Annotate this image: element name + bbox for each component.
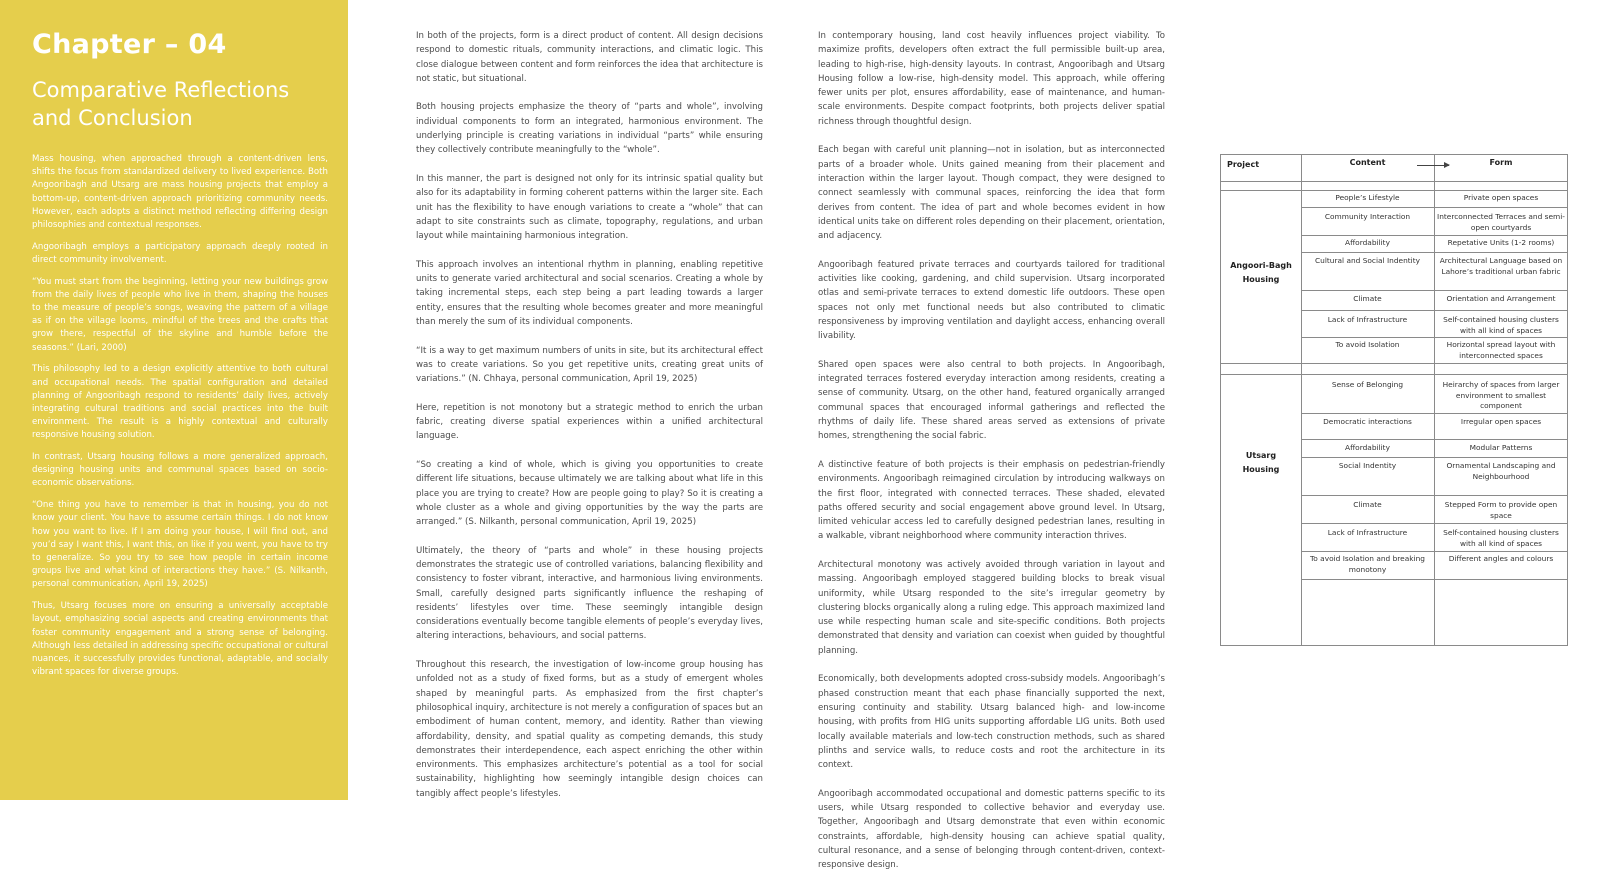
body-paragraph: Here, repetition is not monotony but a strategic method to enrich the urban fabric, creating diverse spatial experiences within a unified architectural language. (416, 402, 763, 442)
content-cell: Cultural and Social Indentity (1315, 256, 1420, 265)
body-paragraph: Angooribagh featured private terraces and courtyards tailored for traditional activities like cooking, gardening, and child supervision. Utsarg incorporated otlas and semi-private terraces to extend domestic life outdoors. These open spaces not only met functional needs but also contributed to climatic responsiveness by improving ventilation and daylight access, enhancing overall livability. (818, 259, 1165, 342)
form-cell: Architectural Language based on Lahore’s traditional urban fabric (1439, 256, 1563, 276)
form-cell: Repetative Units (1-2 rooms) (1447, 238, 1555, 247)
table-divider (1301, 155, 1302, 645)
table-rule (1301, 439, 1567, 440)
form-cell: Irregular open spaces (1460, 417, 1542, 426)
chapter-sidebar (0, 0, 348, 800)
sidebar-paragraph: Angooribagh employs a participatory approach deeply rooted in direct community involvement. (32, 241, 328, 265)
body-quote: “It is a way to get maximum numbers of units in site, but its architectural effect was to create variations. So you get repetitive units, creating great units of variations.” (N. Chhaya, personal communication, April 19, 2025) (416, 345, 763, 385)
form-cell: Stepped Form to provide open space (1444, 500, 1558, 520)
table-rule (1301, 551, 1567, 552)
body-paragraph: Architectural monotony was actively avoided through variation in layout and massing. Angooribagh employed staggered building blocks to break visual uniformity, while Utsarg responded to the site’s irregular geometry by clustering blocks organically along a ruling edge. This approach maximized land use while respecting human scale and site-specific conditions. Both projects demonstrated that density and variation can coexist when guided by thoughtful planning. (818, 559, 1165, 656)
sidebar-paragraph: This philosophy led to a design explicitly attentive to both cultural and occupational needs. The spatial configuration and detailed planning of Angooribagh respond to residents’ daily lives, actively integrating cultural traditions and social practices into the built environment. The result is a highly contextual and culturally responsive housing solution. (32, 364, 328, 441)
form-cell: Ornamental Landscaping and Neighbourhood (1446, 461, 1556, 481)
form-cell: Self-contained housing clusters with all kind of spaces (1443, 528, 1559, 548)
body-paragraph: Both housing projects emphasize the theory of “parts and whole”, involving individual components to form an integrated, harmonious environment. The underlying principle is creating variations in individual “parts” while ensuring they collectively contribute meaningfully to the “whole”. (416, 102, 763, 156)
body-paragraph: In this manner, the part is designed not only for its intrinsic spatial quality but also for its adaptability in forming coherent patterns within the larger site. Each unit has the flexibility to have enough variations to create a “whole” that can adapt to site constraints such as climate, topography, regulations, and urban layout while maintaining harmonious integration. (416, 173, 763, 242)
table-rule (1301, 413, 1567, 414)
table-rule (1301, 337, 1567, 338)
sidebar-quote: “One thing you have to remember is that in housing, you do not know your client. You have to assume certain things. I do not know how you want to live. If I am doing your house, I will find out, and you’d say I want this, I want this, on like if you went, you have to try to generalize. So you try to see how people in certain income groups live and what kind of interactions they have.” (S. Nilkanth, personal communication, April 19, 2025) (32, 500, 328, 590)
chapter-title: Comparative Reflections and Conclusion (32, 78, 290, 130)
form-cell: Modular Patterns (1469, 443, 1533, 452)
content-cell: Lack of Infrastructure (1327, 315, 1408, 324)
content-cell: People’s Lifestyle (1335, 193, 1400, 202)
body-paragraph: Shared open spaces were also central to both projects. In Angooribagh, integrated terraces fostered everyday interaction among residents, creating a sense of community. Utsarg, on the other hand, featured organically arranged communal spaces that encouraged informal gatherings and reflected the rhythms of daily life. These shared areas served as extensions of private homes, strengthening the social fabric. (818, 359, 1165, 442)
table-rule (1301, 579, 1567, 580)
table-rule (1301, 207, 1567, 208)
form-cell: Interconnected Terraces and semi-open courtyards (1437, 212, 1565, 232)
project-name-utsarg: Utsarg Housing (1242, 451, 1280, 474)
body-paragraph: This approach involves an intentional rhythm in planning, enabling repetitive units to generate varied architectural and social scenarios. Creating a whole by taking incremental steps, each step being a part leading towards a larger entity, ensures that the resulting whole becomes greater and more meaningful than merely the sum of its individual components. (416, 259, 763, 327)
table-rule (1301, 252, 1567, 253)
body-paragraph: A distinctive feature of both projects is their emphasis on pedestrian-friendly environments. Angooribagh reimagined circulation by introducing walkways on the first floor, integrated with connected terraces. These shaded, elevated paths offered security and social engagement above ground level. In Utsarg, limited vehicular access led to carefully designed pedestrian lanes, resulting in a walkable, vibrant neighborhood where community interaction thrives. (818, 459, 1165, 542)
table-rule (1301, 495, 1567, 496)
sidebar-paragraph: Mass housing, when approached through a content-driven lens, shifts the focus from standardized delivery to lived experience. Both Angooribagh and Utsarg are mass housing projects that employ a bottom-up, content-driven approach prioritizing community needs. However, each adopts a distinct method reflecting differing design philosophies and contextual responses. (32, 154, 328, 231)
table-rule (1221, 374, 1567, 375)
content-cell: Affordability (1345, 443, 1390, 452)
form-cell: Orientation and Arrangement (1446, 294, 1556, 303)
body-paragraph: Angooribagh accommodated occupational and domestic patterns specific to its users, while Utsarg responded to collective behavior and everyday use. Together, Angooribagh and Utsarg demonstrate that even within economic constraints, affordable, high-density housing can achieve spatial quality, cultural resonance, and a sense of belonging through content-driven, context-responsive design. (818, 788, 1165, 871)
table-rule (1301, 290, 1567, 291)
body-paragraph: Ultimately, the theory of “parts and whole” in these housing projects demonstrates the strategic use of controlled variations, balancing flexibility and consistency to foster vibrant, interactive, and harmonious living environments. Small, carefully designed parts significantly influence the reshaping of residents’ lifestyles over time. These seemingly intangible design considerations eventually become tangible elements of people’s everyday lives, altering interactions, behaviours, and social patterns. (416, 545, 763, 642)
content-cell: Affordability (1345, 238, 1390, 247)
table-rule (1301, 523, 1567, 524)
body-paragraph: In both of the projects, form is a direct product of content. All design decisions respond to domestic rituals, community interactions, and climatic logic. This close dialogue between content and form reinforces the idea that architecture is not static, but situational. (416, 31, 763, 84)
table-rule (1221, 363, 1567, 364)
form-cell: Horizontal spread layout with interconnected spaces (1446, 340, 1556, 360)
table-header-project: Project (1227, 160, 1260, 169)
body-paragraph: Each began with careful unit planning—not in isolation, but as interconnected parts of a broader whole. Units gained meaning from their placement and interaction within the larger layout. Though compact, they were designed to connect seamlessly with communal spaces, reinforcing the idea that form derives from content. The idea of part and whole becomes evident in how identical units take on different roles depending on their placement, orientation, and adjacency. (818, 145, 1165, 242)
table-rule (1301, 457, 1567, 458)
table-header-content: Content (1349, 158, 1386, 167)
content-cell: Social Indentity (1338, 461, 1397, 470)
content-cell: Climate (1353, 500, 1382, 509)
form-cell: Private open spaces (1463, 193, 1539, 202)
form-cell: Heirarchy of spaces from larger environment to smallest component (1442, 380, 1560, 411)
table-rule (1301, 235, 1567, 236)
table-rule (1221, 190, 1567, 191)
body-paragraph: Economically, both developments adopted cross-subsidy models. Angooribagh’s phased construction meant that each phase financially supported the next, ensuring continuity and stability. Utsarg balanced high- and low-income housing, with profits from HIG units supporting affordable LIG units. Both used locally available materials and low-tech construction methods, such as shared plinths and service walls, to reduce costs and root the architecture in its context. (818, 674, 1165, 771)
content-cell: To avoid Isolation (1335, 340, 1400, 349)
body-paragraph: Throughout this research, the investigation of low-income group housing has unfolded not as a study of fixed forms, but as a study of emergent wholes shaped by meaningful parts. As emphasized from the first chapter’s philosophical inquiry, architecture is not merely a configuration of spaces but an embodiment of human content, memory, and identity. Rather than viewing affordability, density, and spatial quality as competing demands, this study demonstrates their interdependence, each aspect enriching the other within environments. This emphasizes architecture’s potential as a tool for social sustainability, highlighting how seemingly intangible design choices can tangibly affect people’s lifestyles. (416, 660, 763, 799)
content-cell: Community Interaction (1324, 212, 1411, 221)
table-header-form: Form (1489, 158, 1513, 167)
content-cell: Climate (1353, 294, 1382, 303)
content-cell: Sense of Belonging (1331, 380, 1404, 389)
content-cell: Democratic interactions (1323, 417, 1412, 426)
table-rule (1221, 181, 1567, 182)
form-cell: Different angles and colours (1448, 554, 1554, 563)
form-cell: Self-contained housing clusters with all kind of spaces (1443, 315, 1559, 335)
text-column-2 (818, 29, 1165, 887)
content-cell: Lack of Infrastructure (1327, 528, 1408, 537)
content-cell: To avoid Isolation and breaking monotony (1310, 554, 1425, 574)
project-name-angooribagh: Angoori-Bagh Housing (1230, 261, 1292, 284)
sidebar-paragraph: In contrast, Utsarg housing follows a more generalized approach, designing housing units and communal spaces based on socio-economic observations. (32, 452, 328, 489)
sidebar-paragraph: Thus, Utsarg focuses more on ensuring a universally acceptable layout, emphasizing social aspects and creating environments that foster community engagement and a strong sense of belonging. Although less detailed in addressing specific occupational or cultural nuances, it successfully provides functional, adaptable, and socially vibrant spaces for diverse groups. (32, 601, 328, 678)
comparison-table (1220, 154, 1568, 646)
table-rule (1301, 310, 1567, 311)
chapter-number: Chapter – 04 (32, 29, 227, 60)
table-divider (1434, 155, 1435, 645)
body-quote: “So creating a kind of whole, which is giving you opportunities to create different life situations, because ultimately we are talking about what life in this place you are trying to create? How are people going to play? So it is creating a whole cluster as a whole and giving opportunities by the way the parts are arranged.” (S. Nilkanth, personal communication, April 19, 2025) (416, 459, 763, 528)
body-paragraph: In contemporary housing, land cost heavily influences project viability. To maximize profits, developers often extract the full permissible built-up area, leading to high-rise, high-density layouts. In contrast, Angooribagh and Utsarg Housing follow a low-rise, high-density model. This approach, while offering fewer units per plot, ensures affordability, ease of maintenance, and human-scale environments. Despite compact footprints, both projects deliver spatial richness through thoughtful design. (818, 31, 1165, 127)
text-column-1 (416, 29, 763, 815)
sidebar-quote: “You must start from the beginning, letting your new buildings grow from the daily lives of people who live in them, shaping the houses to the measure of people’s songs, weaving the pattern of a village as if on the village looms, mindful of the trees and the crafts that grow there, respectful of the skyline and humble before the seasons.” (Lari, 2000) (32, 276, 328, 353)
